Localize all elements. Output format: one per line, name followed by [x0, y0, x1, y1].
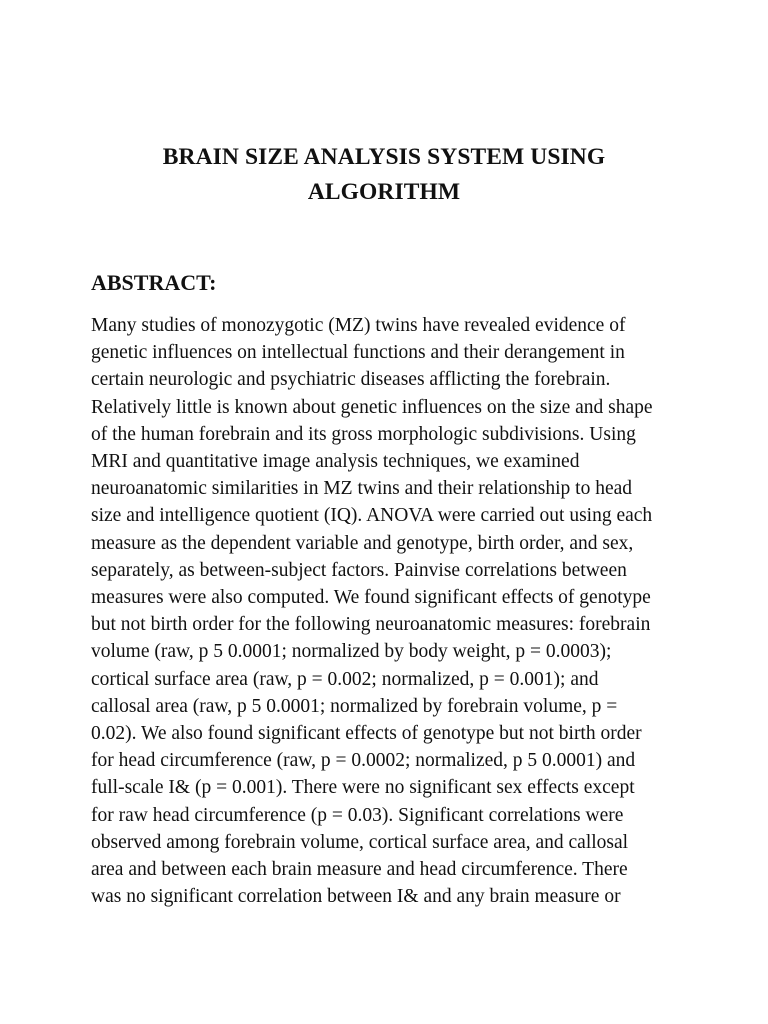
abstract-line: 0.02). We also found significant effects of genotype but not birth order	[91, 723, 642, 745]
abstract-line: measures were also computed. We found significant effects of genotype	[91, 587, 651, 609]
abstract-line: of the human forebrain and its gross morphologic subdivisions. Using	[91, 423, 636, 445]
abstract-line: Relatively little is known about genetic influences on the size and shape	[91, 396, 653, 418]
abstract-line: for head circumference (raw, p = 0.0002; normalized, p 5 0.0001) and	[91, 750, 636, 772]
abstract-heading: ABSTRACT:	[91, 270, 217, 295]
abstract-line: separately, as between-subject factors. Painvise correlations between	[91, 559, 627, 581]
abstract-line: neuroanatomic similarities in MZ twins and their relationship to head	[91, 478, 633, 500]
abstract-line: MRI and quantitative image analysis techniques, we examined	[91, 451, 580, 473]
abstract-line: size and intelligence quotient (IQ). ANOVA were carried out using each	[91, 505, 653, 527]
abstract-line: full-scale I& (p = 0.001). There were no significant sex effects except	[91, 777, 635, 799]
abstract-line: callosal area (raw, p 5 0.0001; normalized by forebrain volume, p =	[91, 695, 618, 717]
abstract-line: certain neurologic and psychiatric diseases afflicting the forebrain.	[91, 369, 611, 391]
abstract-paragraph	[91, 312, 691, 910]
abstract-line: volume (raw, p 5 0.0001; normalized by body weight, p = 0.0003);	[91, 641, 612, 663]
document-title	[0, 140, 768, 210]
abstract-line: cortical surface area (raw, p = 0.002; normalized, p = 0.001); and	[91, 668, 599, 690]
abstract-line: area and between each brain measure and head circumference. There	[91, 859, 628, 881]
abstract-line: was no significant correlation between I& and any brain measure or	[91, 886, 621, 908]
abstract-line: for raw head circumference (p = 0.03). Significant correlations were	[91, 804, 624, 826]
abstract-line: genetic influences on intellectual functions and their derangement in	[91, 342, 625, 364]
abstract-line: Many studies of monozygotic (MZ) twins have revealed evidence of	[91, 315, 626, 336]
abstract-line: measure as the dependent variable and genotype, birth order, and sex,	[91, 532, 634, 554]
title-line: ALGORITHM	[307, 179, 461, 205]
abstract-line: observed among forebrain volume, cortical surface area, and callosal	[91, 831, 629, 853]
title-line: BRAIN SIZE ANALYSIS SYSTEM USING	[162, 144, 606, 170]
abstract-line: but not birth order for the following neuroanatomic measures: forebrain	[91, 614, 651, 636]
